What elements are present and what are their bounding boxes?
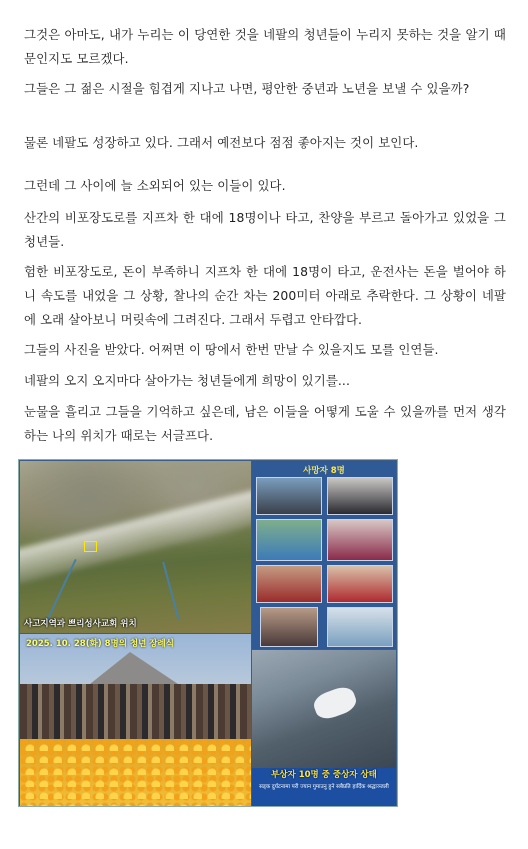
victim-portrait [260,607,318,647]
paragraph-8: 네팔의 오지 오지마다 살아가는 청년들에게 희망이 있기를... [24,373,351,388]
paragraph-4: 그런데 그 사이에 늘 소외되어 있는 이들이 있다. [24,178,286,193]
paragraph-9: 눈물을 흘리고 그들을 기억하고 싶은데, 남은 이들을 어떻게 도울 수 있을까를 먼저 생각하는 나의 위치가 때로는 서글프다. [24,404,506,443]
paragraph-7: 그들의 사진을 받았다. 어쩌면 이 땅에서 한번 만날 수 있을지도 모를 인연들. [24,342,439,357]
paragraph-6: 험한 비포장도로, 돈이 부족하니 지프차 한 대에 18명이 타고, 운전사는 돈을 벌어야 하니 속도를 내었을 그 상황, 찰나의 순간 차는 200미터 아래로 추락한다. 그 상황이 네팔에 오래 살아보니 머릿속에 그려진다. 그래서 두렵고 안타깝다. [24,264,506,327]
injured-photo [252,650,396,806]
satellite-map-image [20,461,251,633]
location-marker [84,541,97,552]
paragraph-3: 물론 네팔도 성장하고 있다. 그래서 예전보다 점점 좋아지는 것이 보인다. [24,135,419,150]
victim-portrait [327,607,393,647]
victim-portrait [327,519,393,561]
injured-note: सड्क दुर्घटनामा परी ज्यान गुमाउनु हुने सबैप्रति हार्दिक श्रद्धाञ्जली [259,784,389,790]
photo-collage[interactable] [18,459,398,807]
victim-portrait [256,519,322,561]
river-line [162,562,179,620]
crowd [20,684,251,746]
victim-portrait [256,477,322,515]
victims-portraits [252,461,396,649]
victim-portrait [327,477,393,515]
mountain-ridge [20,488,251,584]
funeral-caption: 2025. 10. 28(화) 8명의 청년 장례식 [26,639,174,649]
flower-garlands [20,739,251,806]
map-caption: 사고지역과 쁘리성사교회 위치 [24,619,137,629]
paragraph-2: 그들은 그 젊은 시절을 힘겹게 지나고 나면, 평안한 중년과 노년을 보낼 수 있을까? [24,81,470,96]
victim-portrait [327,565,393,603]
victim-portrait [256,565,322,603]
injured-caption: 부상자 10명 중 중상자 상태 [271,770,377,780]
funeral-photo [20,634,251,806]
paragraph-1: 그것은 아마도, 내가 누리는 이 당연한 것을 네팔의 청년들이 누리지 못하는 것을 알기 때문인지도 모르겠다. [24,27,506,66]
victims-title: 사망자 8명 [303,466,345,476]
paragraph-5: 산간의 비포장도로를 지프차 한 대에 18명이나 타고, 찬양을 부르고 돌아가고 있었을 그 청년들. [24,210,506,249]
